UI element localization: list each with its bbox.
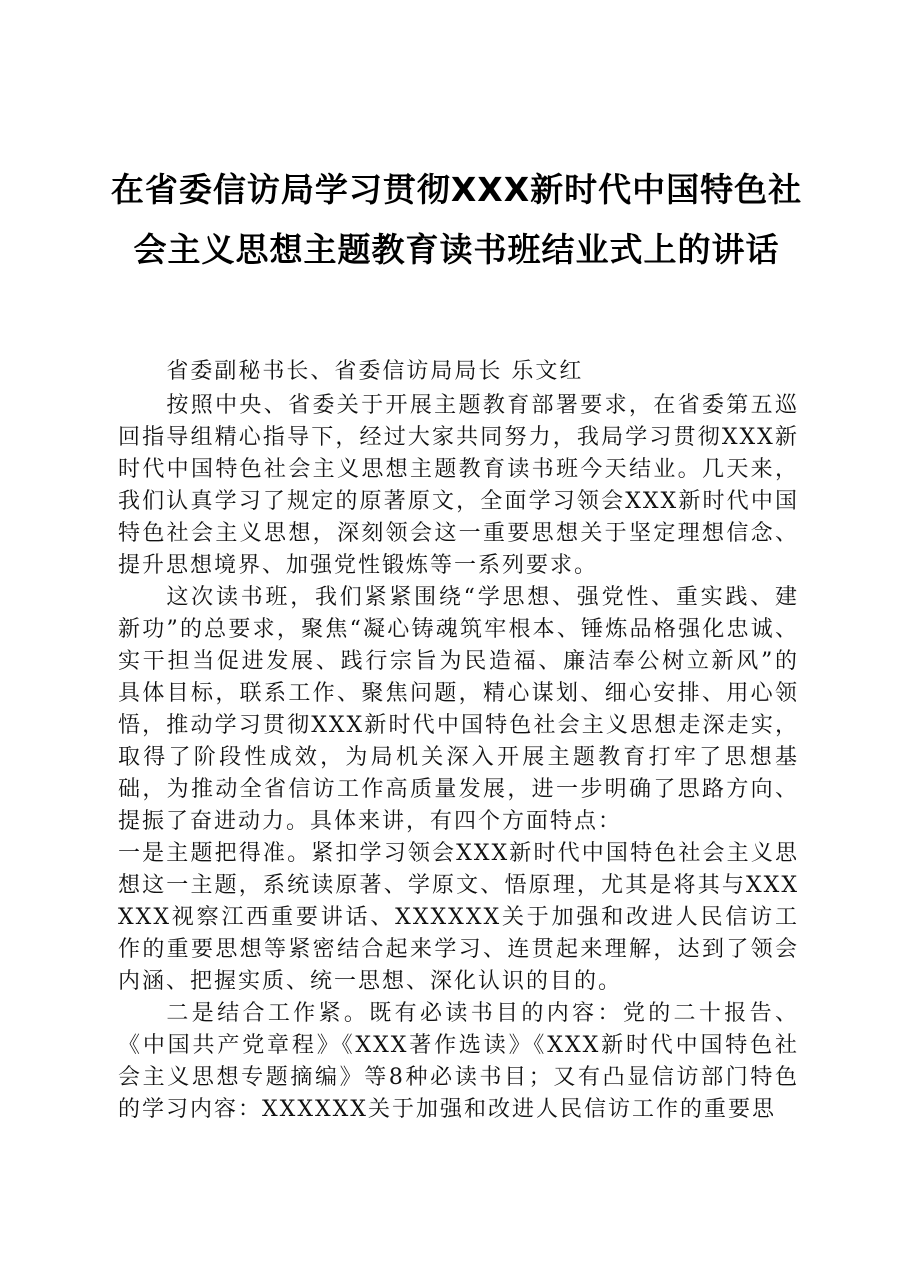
paragraph-reading-class: 这次读书班，我们紧紧围绕“学思想、强党性、重实践、建新功”的总要求，聚焦“凝心铸魂筑牢根本、锤炼品格强化忠诚、实干担当促进发展、践行宗旨为民造福、廉洁奉公树立新风”的具体目标，联系工作、聚焦问题，精心谋划、细心安排、用心领悟，推动学习贯彻XXX新时代中国特色社会主义思想走深走实，取得了阶段性成效，为局机关深入开展主题教育打牢了思想基础，为推动全省信访工作高质量发展，进一步明确了思路方向、提振了奋进动力。具体来讲，有四个方面特点： <box>118 585 799 834</box>
document-title <box>110 160 803 280</box>
paragraph-point-two: 二是结合工作紧。既有必读书目的内容：党的二十报告、《中国共产党章程》《XXX著作选读》《XXX新时代中国特色社会主义思想专题摘编》等8种必读书目；又有凸显信访部门特色的学习内容：XXXXXX关于加强和改进人民信访工作的重要思 <box>118 1001 799 1122</box>
document-body <box>118 356 799 1126</box>
author-line: 省委副秘书长、省委信访局局长 乐文红 <box>166 359 584 384</box>
paragraph-point-one: 一是主题把得准。紧扣学习领会XXX新时代中国特色社会主义思想这一主题，系统读原著、学原文、悟原理，尤其是将其与XXXXXX视察江西重要讲话、XXXXXX关于加强和改进人民信访工作的重要思想等紧密结合起来学习、连贯起来理解，达到了领会内涵、把握实质、统一思想、深化认识的目的。 <box>118 841 799 994</box>
title-line-1: 在省委信访局学习贯彻XXX新时代中国特色社 <box>110 170 803 209</box>
title-line-2: 会主义思想主题教育读书班结业式上的讲话 <box>133 230 780 269</box>
paragraph-intro: 按照中央、省委关于开展主题教育部署要求，在省委第五巡回指导组精心指导下，经过大家共同努力，我局学习贯彻XXX新时代中国特色社会主义思想主题教育读书班今天结业。几天来，我们认真学习了规定的原著原文，全面学习领会XXX新时代中国特色社会主义思想，深刻领会这一重要思想关于坚定理想信念、提升思想境界、加强党性锻炼等一系列要求。 <box>118 393 799 578</box>
